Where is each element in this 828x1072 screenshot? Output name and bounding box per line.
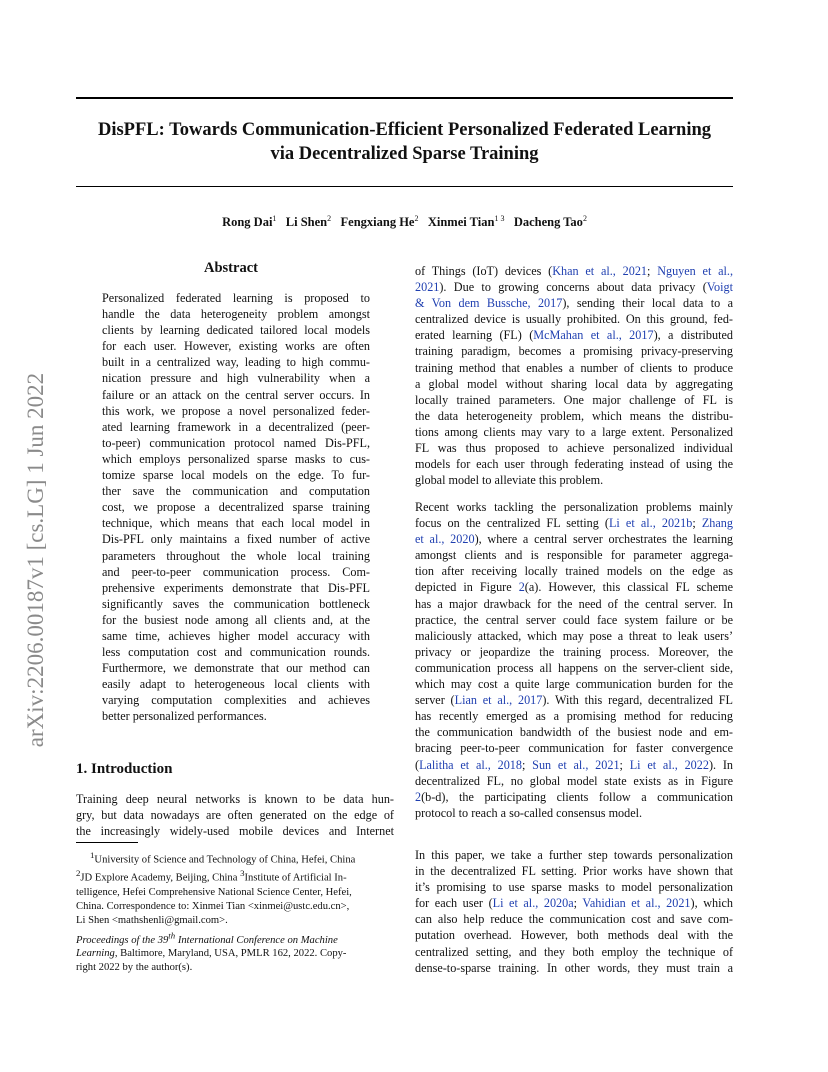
citation-link[interactable]: Lian et al., 2017 (454, 693, 543, 708)
text-line: nication pressure and high vulnerability when a (102, 371, 370, 386)
text-line: and peer-to-peer communication process. Com- (102, 564, 370, 579)
text-line (415, 708, 733, 724)
text-run: which may cost a quite large communication burden for the (415, 677, 733, 692)
title-line-2: via Decentralized Sparse Training (270, 144, 539, 164)
text-line (415, 911, 733, 927)
text-line (415, 376, 733, 392)
text-run: centralized setting, and they both employ the technique of (415, 944, 733, 959)
text-run: communication process all happens on the server-client side, (415, 660, 733, 675)
citation-link[interactable]: Li et al., 2020a (492, 896, 574, 911)
footnote-marker: 3 (240, 868, 245, 879)
text-run: maliciously attacked, which may pose a threat to leak users’ (415, 628, 733, 643)
intro-paragraph-2 (415, 499, 733, 821)
text-run: ), a distributed (653, 328, 733, 343)
text-line (415, 547, 733, 563)
text-run: models for each user through federating instead of using the (415, 457, 733, 472)
text-line (415, 424, 733, 440)
text-run: bracing peer-to-peer communication for faster convergence (415, 741, 733, 756)
citation-link[interactable]: Vahidian et al., 2021 (582, 896, 691, 911)
text-run: has recently emerged as a promising method for reducing (415, 709, 733, 724)
author-affiliation: 2 (414, 214, 419, 223)
text-line (415, 644, 733, 660)
author-affiliation: 1 3 (494, 214, 505, 223)
author-name: Dacheng Tao (513, 215, 583, 230)
text-line: handle the data heterogeneity problem amongst (102, 307, 370, 322)
text-line: ated learning framework in a decentralized (peer- (102, 419, 370, 434)
text-run: training paradigm, becomes a promising privacy-preserving (415, 344, 733, 359)
text-run: training method that enables a number of clients to produce (415, 360, 733, 375)
text-line: for the busiest node among all clients and, at the (102, 612, 370, 627)
text-line (415, 773, 733, 789)
text-run: depicted in Figure (415, 580, 519, 595)
text-run: the communication bandwidth of the busiest node and em- (415, 725, 733, 740)
text-line (415, 740, 733, 756)
text-line (415, 408, 733, 424)
text-run: protocol to reach a so-called consensus model. (415, 805, 643, 820)
text-run: tions among clients may vary to a large extent. Personalized (415, 424, 733, 439)
citation-link[interactable]: & Von dem Bussche, 2017 (415, 296, 563, 311)
citation-link[interactable]: et al., 2020 (415, 532, 475, 547)
text-line: prehensive experiments demonstrate that Dis-PFL (102, 580, 370, 595)
text-run: ( (415, 757, 420, 772)
title-top-rule (76, 97, 733, 99)
text-run: ). Due to growing concerns about data privacy ( (439, 280, 707, 295)
text-run: (a). However, this classical FL scheme (524, 580, 733, 595)
text-line (415, 692, 733, 708)
text-line: significantly saves the communication bottleneck (102, 596, 370, 611)
title-line-1: DisPFL: Towards Communication-Efficient Personalized Federated Learning (97, 120, 712, 140)
citation-link[interactable]: McMahan et al., 2017 (533, 328, 654, 343)
text-run: has a major drawback for the need of the central server. In (415, 596, 733, 611)
citation-link[interactable]: Li et al., 2022 (629, 757, 709, 772)
text-line (415, 515, 733, 531)
text-line (415, 676, 733, 692)
arxiv-identifier: arXiv:2206.00187v1 [cs.LG] 1 Jun 2022 (23, 372, 48, 748)
text-line (415, 311, 733, 327)
text-line (415, 789, 733, 805)
text-line (415, 263, 733, 279)
text-line (415, 879, 733, 895)
correspondence-line: China. Correspondence to: Xinmei Tian <xinmei@ustc.edu.cn>, (76, 900, 350, 912)
text-run: in the decentralized FL setting. Prior works have shown that (415, 864, 733, 879)
text-line: the increasingly widely-used mobile devices and Internet (76, 824, 394, 839)
text-line (415, 327, 733, 343)
text-run: it’s promising to use sparse masks to model personalization (415, 880, 733, 895)
text-line: technique, which means that each local model in (102, 516, 370, 531)
text-line (415, 456, 733, 472)
text-run: ; (522, 757, 533, 772)
footnote-marker: 2 (76, 868, 81, 879)
text-line: ther save the communication and computation (102, 484, 370, 499)
text-line: same time, achieves higher model accuracy with (102, 628, 370, 643)
author-name: Rong Dai (222, 215, 273, 230)
text-run: privacy or jeopardize the training process. Moreover, the (415, 644, 733, 659)
author-list (76, 214, 733, 230)
text-line: Furthermore, we demonstrate that our method can (102, 661, 370, 676)
introduction-body (76, 791, 394, 839)
affiliation-footnote (76, 849, 394, 928)
copyright-line: right 2022 by the author(s). (76, 962, 193, 974)
text-line (415, 895, 733, 911)
text-run: ), sending their local data to a (562, 296, 733, 311)
text-run: locally trained parameters. One major challenge of FL is (415, 392, 733, 407)
text-line (415, 499, 733, 515)
text-run: ). With this regard, decentralized FL (542, 693, 733, 708)
citation-link[interactable]: Nguyen et al., (657, 264, 734, 278)
text-run: ; (647, 264, 658, 278)
text-line: for each user. However, existing works are often (102, 339, 370, 354)
citation-link[interactable]: 2021 (415, 280, 440, 295)
text-line: less computation cost and communication rounds. (102, 645, 370, 660)
text-line (415, 472, 733, 488)
text-run: FL was thus proposed to achieve personalized individual (415, 441, 733, 456)
text-run: amongst clients and is responsible for parameter aggrega- (415, 548, 733, 563)
text-run: can also help reduce the communication cost and save com- (415, 912, 733, 927)
text-line (415, 863, 733, 879)
text-run: for each user ( (415, 896, 493, 911)
citation-link[interactable]: Khan et al., 2021 (552, 264, 648, 278)
author-name: Li Shen (285, 215, 328, 230)
text-line: to-peer) communication protocol named Dis-PFL, (102, 435, 370, 450)
text-line (415, 847, 733, 863)
text-run: practice, the central server could face system failure or be (415, 612, 733, 627)
proceedings-text: , Baltimore, Maryland, USA, PMLR 162, 2022. Copy- (114, 948, 347, 960)
citation-link[interactable]: Zhang (701, 516, 733, 531)
text-line: built in a centralized way, leading to high commu- (102, 355, 370, 370)
text-run: ). In (708, 757, 734, 772)
text-line: clients by learning dedicated tailored local models (102, 323, 370, 338)
text-line (415, 596, 733, 612)
text-line (415, 279, 733, 295)
text-line (415, 612, 733, 628)
text-run: global model to alleviate this problem. (415, 473, 604, 488)
text-line: failure or an attack on the central server occurs. In (102, 387, 370, 402)
text-line (415, 660, 733, 676)
text-line (415, 944, 733, 960)
text-run: ; (573, 896, 583, 911)
citation-link[interactable]: Lalitha et al., 2018 (419, 757, 522, 772)
author-name: Xinmei Tian (427, 215, 495, 230)
text-line (415, 295, 733, 311)
text-run: focus on the centralized FL setting ( (415, 516, 609, 531)
intro-paragraph-3 (415, 847, 733, 976)
citation-link[interactable]: Voigt (706, 280, 733, 295)
text-run: decentralized FL, no global model state exists as in Figure (415, 773, 733, 788)
citation-link[interactable]: 2 (415, 789, 422, 804)
text-line: Training deep neural networks is known to be data hun- (76, 792, 394, 806)
paper-title (76, 118, 733, 166)
citation-link[interactable]: 2 (518, 580, 525, 595)
text-line: tomize sparse local models on the edge. To fur- (102, 468, 370, 483)
text-run: putation overhead. However, both methods deal with the (415, 928, 733, 943)
text-line: easily adapt to heterogeneous local clients with (102, 677, 370, 692)
text-line (415, 927, 733, 943)
text-run: erated learning (FL) ( (415, 328, 534, 343)
proceedings-text: Proceedings of the 39 (76, 934, 169, 946)
text-line: varying computation complexities and achieves (102, 693, 370, 708)
text-run: of Things (IoT) devices ( (415, 264, 553, 278)
introduction-heading: 1. Introduction (76, 761, 173, 777)
proceedings-sup: th (168, 930, 176, 940)
text-line (415, 628, 733, 644)
affiliation-1: University of Science and Technology of China, Hefei, China (94, 854, 356, 866)
abstract-heading: Abstract (204, 260, 258, 276)
text-line (415, 563, 733, 579)
text-run: a global model without sharing local data by aggregating (415, 376, 733, 391)
correspondence-line: Li Shen <mathshenli@gmail.com>. (76, 914, 228, 926)
abstract-body (102, 290, 370, 725)
text-line (415, 579, 733, 595)
text-run: (b-d), the participating clients follow a communication (421, 789, 733, 804)
affiliation-3: Institute of Artificial In- (244, 872, 347, 884)
text-run: the data heterogeneity problem, which means the distribu- (415, 408, 733, 423)
text-line: gry, but data nowadays are often generated on the edge of (76, 808, 394, 823)
footnote-rule (76, 842, 138, 843)
affiliation-2: JD Explore Academy, Beijing, China (80, 872, 238, 884)
text-line (415, 343, 733, 359)
text-run: server ( (415, 693, 455, 708)
author-affiliation: 2 (582, 214, 587, 223)
author-name: Fengxiang He (340, 215, 415, 230)
text-line (415, 960, 733, 976)
text-run: dense-to-sparse training. In other words, they must train a (415, 960, 733, 975)
text-line (415, 360, 733, 376)
author-affiliation: 2 (327, 214, 332, 223)
text-line (415, 724, 733, 740)
text-line (415, 392, 733, 408)
text-line: parameters throughout the whole local training (102, 548, 370, 563)
text-run: ; (692, 516, 702, 531)
text-line: Personalized federated learning is proposed to (102, 291, 370, 305)
text-run: centralized device is usually prohibited. On this ground, fed- (415, 312, 733, 327)
citation-link[interactable]: Li et al., 2021b (608, 516, 693, 531)
text-line: which employs personalized sparse masks to cus- (102, 451, 370, 466)
text-run: ; (619, 757, 630, 772)
title-bottom-rule (76, 186, 733, 187)
text-line (415, 805, 733, 821)
text-line (415, 757, 733, 773)
proceedings-text: Learning (76, 948, 115, 960)
text-line: this work, we propose a novel personalized feder- (102, 403, 370, 418)
text-run: Recent works tackling the personalization problems mainly (415, 500, 733, 514)
text-line: better personalized performances. (102, 709, 267, 724)
text-run: ), where a central server orchestrates the learning (474, 532, 734, 547)
citation-link[interactable]: Sun et al., 2021 (532, 757, 620, 772)
intro-paragraph-1 (415, 263, 733, 488)
text-run: ), which (690, 896, 733, 911)
text-line (415, 440, 733, 456)
text-run: In this paper, we take a further step towards personalization (415, 848, 733, 862)
footnote-line: telligence, Hefei Comprehensive National Science Center, Hefei, (76, 886, 352, 898)
proceedings-note (76, 929, 394, 975)
text-line: Dis-PFL only maintains a fixed number of active (102, 532, 370, 547)
footnote-marker: 1 (90, 850, 95, 860)
text-line: cost, we propose a decentralized sparse training (102, 500, 370, 515)
author-affiliation: 1 (272, 214, 277, 223)
text-line (415, 531, 733, 547)
text-run: tion after receiving locally trained models on the edge as (415, 564, 733, 579)
proceedings-text: International Conference on Machine (175, 934, 338, 946)
